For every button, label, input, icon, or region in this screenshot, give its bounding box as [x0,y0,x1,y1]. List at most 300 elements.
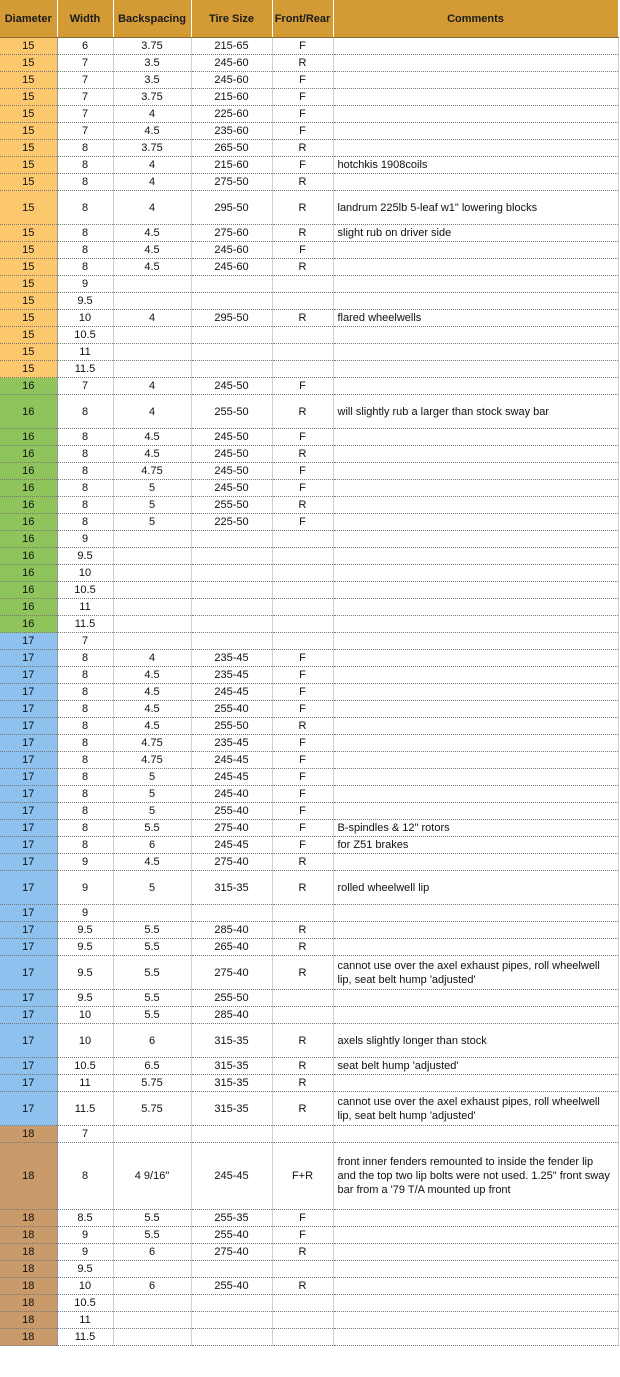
front-rear-cell: F+R [272,1143,333,1210]
backspacing-cell [113,905,191,922]
backspacing-cell: 4 [113,650,191,667]
diameter-cell: 16 [0,446,57,463]
front-rear-cell [272,582,333,599]
diameter-cell: 15 [0,361,57,378]
tire-size-cell [191,276,272,293]
backspacing-cell [113,633,191,650]
backspacing-cell: 4.75 [113,735,191,752]
diameter-cell: 15 [0,72,57,89]
comments-cell: front inner fenders remounted to inside the fender lip and the top two lip bolts were not used. 1.25" front sway bar from a '79 T/A mounted up front [333,1143,618,1210]
comments-cell [333,582,618,599]
comments-cell: cannot use over the axel exhaust pipes, roll wheelwell lip, seat belt hump 'adjusted' [333,1092,618,1126]
diameter-cell: 18 [0,1227,57,1244]
front-rear-cell: F [272,106,333,123]
backspacing-cell [113,1295,191,1312]
width-cell: 10 [57,565,113,582]
comments-cell: flared wheelwells [333,310,618,327]
diameter-cell: 17 [0,854,57,871]
diameter-cell: 17 [0,905,57,922]
width-cell: 8 [57,174,113,191]
diameter-cell: 15 [0,344,57,361]
comments-cell [333,1075,618,1092]
table-body [0,38,618,1346]
diameter-cell: 18 [0,1329,57,1346]
tire-size-cell: 245-50 [191,429,272,446]
table-row [0,905,618,922]
front-rear-cell [272,361,333,378]
tire-size-cell: 235-45 [191,667,272,684]
front-rear-cell: R [272,174,333,191]
backspacing-cell: 5 [113,514,191,531]
front-rear-cell: F [272,514,333,531]
table-row [0,1210,618,1227]
tire-size-cell: 245-60 [191,259,272,276]
width-cell: 9.5 [57,922,113,939]
diameter-cell: 18 [0,1244,57,1261]
front-rear-cell: F [272,650,333,667]
table-row [0,990,618,1007]
front-rear-cell: F [272,837,333,854]
backspacing-cell: 5.5 [113,1007,191,1024]
backspacing-cell: 5.5 [113,1210,191,1227]
front-rear-cell: F [272,701,333,718]
front-rear-cell [272,1295,333,1312]
width-cell: 7 [57,89,113,106]
tire-size-cell [191,1261,272,1278]
width-cell: 8 [57,446,113,463]
table-row [0,650,618,667]
diameter-cell: 17 [0,667,57,684]
comments-cell [333,1210,618,1227]
tire-size-cell: 285-40 [191,1007,272,1024]
diameter-cell: 17 [0,871,57,905]
table-row [0,531,618,548]
width-cell: 8 [57,718,113,735]
comments-cell [333,344,618,361]
diameter-cell: 17 [0,990,57,1007]
tire-size-cell: 285-40 [191,922,272,939]
tire-size-cell: 245-60 [191,55,272,72]
comments-cell [333,548,618,565]
diameter-cell: 17 [0,769,57,786]
diameter-cell: 18 [0,1278,57,1295]
width-cell: 8 [57,820,113,837]
width-cell: 11.5 [57,1329,113,1346]
diameter-cell: 17 [0,786,57,803]
front-rear-cell: R [272,55,333,72]
table-row [0,293,618,310]
backspacing-cell: 4 [113,378,191,395]
table-row [0,242,618,259]
front-rear-cell: R [272,939,333,956]
backspacing-cell: 4.5 [113,259,191,276]
comments-cell [333,276,618,293]
comments-cell: for Z51 brakes [333,837,618,854]
diameter-cell: 16 [0,429,57,446]
width-cell: 7 [57,1126,113,1143]
diameter-cell: 15 [0,293,57,310]
backspacing-cell: 6 [113,837,191,854]
table-row [0,786,618,803]
backspacing-cell [113,361,191,378]
tire-size-cell [191,582,272,599]
width-cell: 9 [57,531,113,548]
width-cell: 8 [57,480,113,497]
backspacing-cell: 4.75 [113,752,191,769]
tire-size-cell: 255-50 [191,718,272,735]
front-rear-cell [272,1312,333,1329]
front-rear-cell: F [272,684,333,701]
comments-cell [333,1244,618,1261]
comments-cell [333,633,618,650]
front-rear-cell: F [272,752,333,769]
width-cell: 8 [57,429,113,446]
backspacing-cell: 5 [113,480,191,497]
width-cell: 7 [57,72,113,89]
table-row [0,582,618,599]
backspacing-cell: 6 [113,1278,191,1295]
tire-size-cell: 275-40 [191,1244,272,1261]
front-rear-cell: F [272,378,333,395]
front-rear-cell: F [272,123,333,140]
front-rear-cell: F [272,72,333,89]
width-cell: 8 [57,837,113,854]
comments-cell: seat belt hump 'adjusted' [333,1058,618,1075]
comments-cell [333,259,618,276]
backspacing-cell: 5 [113,871,191,905]
header-backspacing: Backspacing [113,0,191,38]
front-rear-cell [272,1261,333,1278]
width-cell: 9 [57,1227,113,1244]
backspacing-cell [113,293,191,310]
front-rear-cell [272,327,333,344]
tire-size-cell [191,1312,272,1329]
width-cell: 8 [57,157,113,174]
tire-size-cell: 245-45 [191,837,272,854]
width-cell: 9.5 [57,293,113,310]
front-rear-cell: R [272,922,333,939]
backspacing-cell [113,327,191,344]
front-rear-cell: R [272,191,333,225]
backspacing-cell: 5 [113,803,191,820]
table-row [0,106,618,123]
width-cell: 10 [57,1007,113,1024]
table-row [0,157,618,174]
backspacing-cell: 4.5 [113,242,191,259]
front-rear-cell: R [272,1244,333,1261]
table-row [0,565,618,582]
diameter-cell: 17 [0,735,57,752]
backspacing-cell: 4.5 [113,701,191,718]
diameter-cell: 15 [0,38,57,55]
front-rear-cell: F [272,89,333,106]
tire-size-cell: 315-35 [191,871,272,905]
diameter-cell: 16 [0,480,57,497]
width-cell: 9.5 [57,990,113,1007]
front-rear-cell: F [272,429,333,446]
backspacing-cell: 4 [113,174,191,191]
table-row [0,1295,618,1312]
comments-cell [333,327,618,344]
backspacing-cell [113,1126,191,1143]
diameter-cell: 16 [0,616,57,633]
backspacing-cell: 5.5 [113,990,191,1007]
width-cell: 8 [57,225,113,242]
comments-cell [333,1007,618,1024]
front-rear-cell [272,599,333,616]
comments-cell [333,89,618,106]
table-row [0,854,618,871]
comments-cell [333,616,618,633]
backspacing-cell [113,1312,191,1329]
table-row [0,1058,618,1075]
front-rear-cell [272,276,333,293]
diameter-cell: 16 [0,514,57,531]
backspacing-cell: 4.5 [113,225,191,242]
table-row [0,310,618,327]
comments-cell [333,463,618,480]
table-row [0,72,618,89]
backspacing-cell: 5.5 [113,1227,191,1244]
front-rear-cell: R [272,225,333,242]
width-cell: 10.5 [57,327,113,344]
comments-cell: B-spindles & 12" rotors [333,820,618,837]
front-rear-cell [272,548,333,565]
front-rear-cell [272,344,333,361]
front-rear-cell: F [272,463,333,480]
tire-size-cell [191,565,272,582]
front-rear-cell: R [272,310,333,327]
comments-cell: cannot use over the axel exhaust pipes, roll wheelwell lip, seat belt hump 'adjusted' [333,956,618,990]
diameter-cell: 18 [0,1295,57,1312]
comments-cell [333,1278,618,1295]
backspacing-cell: 4 [113,106,191,123]
backspacing-cell: 6 [113,1024,191,1058]
tire-size-cell: 225-60 [191,106,272,123]
backspacing-cell: 5.75 [113,1075,191,1092]
table-row [0,259,618,276]
backspacing-cell: 4.5 [113,123,191,140]
backspacing-cell [113,1329,191,1346]
backspacing-cell: 4 [113,310,191,327]
width-cell: 11 [57,1312,113,1329]
table-row [0,1312,618,1329]
table-row [0,497,618,514]
width-cell: 9.5 [57,548,113,565]
width-cell: 8 [57,259,113,276]
width-cell: 11 [57,599,113,616]
backspacing-cell: 3.5 [113,55,191,72]
diameter-cell: 17 [0,718,57,735]
diameter-cell: 17 [0,922,57,939]
table-row [0,514,618,531]
table-row [0,429,618,446]
front-rear-cell: F [272,242,333,259]
width-cell: 11.5 [57,1092,113,1126]
diameter-cell: 17 [0,1007,57,1024]
front-rear-cell: R [272,497,333,514]
table-row [0,480,618,497]
table-row [0,1278,618,1295]
table-row [0,718,618,735]
tire-size-cell: 215-60 [191,89,272,106]
header-front-rear: Front/Rear [272,0,333,38]
header-width: Width [57,0,113,38]
table-row [0,871,618,905]
front-rear-cell [272,616,333,633]
table-row [0,395,618,429]
tire-size-cell: 315-35 [191,1058,272,1075]
comments-cell [333,174,618,191]
diameter-cell: 17 [0,837,57,854]
comments-cell: will slightly rub a larger than stock sway bar [333,395,618,429]
tire-size-cell [191,548,272,565]
table-row [0,327,618,344]
table-row [0,1329,618,1346]
width-cell: 7 [57,633,113,650]
front-rear-cell: R [272,446,333,463]
backspacing-cell: 4.5 [113,667,191,684]
table-row [0,1007,618,1024]
table-row [0,1261,618,1278]
tire-size-cell: 245-50 [191,463,272,480]
table-row [0,378,618,395]
tire-size-cell: 235-45 [191,735,272,752]
comments-cell [333,106,618,123]
tire-size-cell [191,361,272,378]
front-rear-cell: R [272,1058,333,1075]
tire-size-cell [191,1329,272,1346]
header-comments: Comments [333,0,618,38]
backspacing-cell: 4 [113,191,191,225]
diameter-cell: 15 [0,123,57,140]
width-cell: 8 [57,242,113,259]
front-rear-cell: F [272,667,333,684]
comments-cell [333,1126,618,1143]
front-rear-cell [272,633,333,650]
width-cell: 8 [57,735,113,752]
width-cell: 8 [57,769,113,786]
diameter-cell: 15 [0,242,57,259]
table-row [0,616,618,633]
comments-cell: rolled wheelwell lip [333,871,618,905]
diameter-cell: 15 [0,259,57,276]
diameter-cell: 16 [0,531,57,548]
width-cell: 8 [57,786,113,803]
table-row [0,548,618,565]
table-row [0,939,618,956]
width-cell: 8 [57,752,113,769]
table-row [0,1092,618,1126]
diameter-cell: 17 [0,684,57,701]
width-cell: 8.5 [57,1210,113,1227]
backspacing-cell: 4 [113,157,191,174]
diameter-cell: 15 [0,106,57,123]
tire-size-cell: 245-45 [191,1143,272,1210]
diameter-cell: 16 [0,599,57,616]
backspacing-cell: 4.75 [113,463,191,480]
comments-cell [333,735,618,752]
front-rear-cell: F [272,1227,333,1244]
width-cell: 8 [57,191,113,225]
comments-cell [333,480,618,497]
table-row [0,361,618,378]
table-row [0,446,618,463]
table-row [0,276,618,293]
tire-size-cell: 235-45 [191,650,272,667]
table-row [0,820,618,837]
front-rear-cell: R [272,395,333,429]
backspacing-cell: 4.5 [113,854,191,871]
comments-cell [333,140,618,157]
front-rear-cell: R [272,140,333,157]
header-tire-size: Tire Size [191,0,272,38]
width-cell: 10.5 [57,1295,113,1312]
comments-cell [333,769,618,786]
diameter-cell: 18 [0,1261,57,1278]
backspacing-cell [113,548,191,565]
tire-size-cell [191,1126,272,1143]
front-rear-cell: R [272,871,333,905]
tire-size-cell [191,344,272,361]
diameter-cell: 18 [0,1126,57,1143]
diameter-cell: 15 [0,225,57,242]
front-rear-cell: R [272,956,333,990]
tire-size-cell: 315-35 [191,1075,272,1092]
tire-size-cell: 255-40 [191,803,272,820]
comments-cell [333,1261,618,1278]
width-cell: 8 [57,667,113,684]
front-rear-cell: R [272,1024,333,1058]
diameter-cell: 15 [0,191,57,225]
front-rear-cell: F [272,480,333,497]
tire-size-cell: 245-60 [191,242,272,259]
table-row [0,225,618,242]
comments-cell [333,361,618,378]
width-cell: 9.5 [57,956,113,990]
front-rear-cell: F [272,769,333,786]
width-cell: 7 [57,378,113,395]
width-cell: 10.5 [57,1058,113,1075]
comments-cell [333,752,618,769]
backspacing-cell: 4 [113,395,191,429]
diameter-cell: 15 [0,276,57,293]
tire-size-cell: 255-40 [191,701,272,718]
comments-cell [333,1329,618,1346]
tire-size-cell: 255-50 [191,990,272,1007]
table-row [0,701,618,718]
tire-size-cell: 315-35 [191,1092,272,1126]
diameter-cell: 17 [0,1075,57,1092]
front-rear-cell [272,293,333,310]
width-cell: 8 [57,803,113,820]
backspacing-cell: 4 9/16" [113,1143,191,1210]
tire-size-cell: 275-40 [191,854,272,871]
comments-cell [333,531,618,548]
diameter-cell: 16 [0,463,57,480]
table-row [0,752,618,769]
table-row [0,191,618,225]
tire-size-cell: 235-60 [191,123,272,140]
backspacing-cell: 6 [113,1244,191,1261]
tire-size-cell: 245-45 [191,752,272,769]
diameter-cell: 17 [0,803,57,820]
width-cell: 10 [57,1024,113,1058]
tire-size-cell: 255-40 [191,1278,272,1295]
backspacing-cell [113,1261,191,1278]
tire-size-cell [191,1295,272,1312]
table-row [0,123,618,140]
